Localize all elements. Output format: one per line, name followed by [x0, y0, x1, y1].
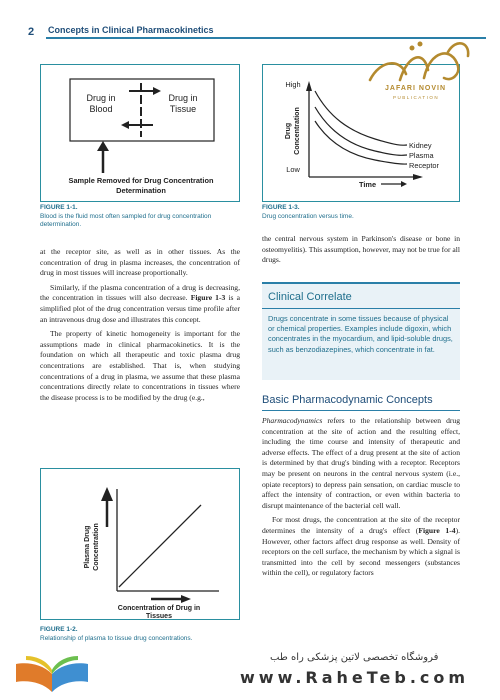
fig12-xlabel-1: Concentration of Drug in	[117, 605, 201, 612]
figure-1-3-ref: Figure 1-3	[190, 293, 226, 303]
fig11-right-label-1: Drug in	[168, 93, 198, 103]
open-book-icon	[12, 652, 92, 696]
fig12-ylabel-1: Plasma Drug	[84, 525, 91, 569]
figure-1-2-label: FIGURE 1-2.	[40, 626, 78, 633]
pd-p2-b: ). However, other factors affect drug response as well. Density of receptors on the cell surface, the mechanism by which a signal is transmitted into the cell by second messengers (substances within the cell), or regulatory factors	[262, 525, 460, 578]
figure-1-1-caption-text: Blood is the fluid most often sampled for drug concentration determination.	[40, 212, 212, 228]
figure-1-3-caption-text: Drug concentration versus time.	[262, 212, 354, 220]
fig11-right-label-2: Tissue	[169, 104, 197, 114]
figure-1-3-label: FIGURE 1-3.	[262, 204, 300, 211]
fig13-y-high: High	[285, 80, 301, 89]
right-column-top-text	[262, 234, 460, 270]
fig11-left-label-1: Drug in	[86, 93, 116, 103]
footer-store-name: فروشگاه تخصصی لاتین پزشکی راه طب	[270, 652, 439, 663]
left-paragraph-1: at the receptor site, as well as in other tissues. As the concentration of drug in plasma increases, the concentration of drug in most tissues will increase proportionally.	[40, 247, 240, 278]
left-p2-a: Similarly, if the plasma concentration of a drug is decreasing, the concentration in tissues will also decrease.	[40, 282, 240, 303]
clinical-correlate-box	[262, 282, 460, 380]
figure-1-1-diagram	[41, 65, 239, 201]
pd-p1-text: refers to the relationship between drug concentration at the site of action and the resulting effect, including the time course and intensity of therapeutic and adverse effects. The effect of a drug present at the site of action is determined by that drug's binding with a receptor. Receptors may be present on neurons in the central nervous system (i.e., opiate receptors) to depress pain sensation, on cardiac muscle to affect the intensity of contraction, or even within bacteria to disrupt maintenance of the bacterial cell wall.	[262, 416, 460, 510]
figure-1-2-caption-text: Relationship of plasma to tissue drug concentrations.	[40, 634, 193, 642]
left-paragraph-2	[40, 283, 240, 325]
fig12-xlabel-2: Tissues	[146, 613, 172, 619]
figure-1-2	[40, 468, 240, 620]
fig11-sample-label-2: Determination	[116, 186, 166, 195]
fig13-series-label-plasma: Plasma	[409, 151, 434, 160]
figure-1-2-caption	[40, 626, 240, 643]
fig13-series-plasma	[315, 107, 407, 155]
figure-1-3-caption	[262, 204, 460, 221]
pd-term: Pharmacodynamics	[262, 416, 323, 425]
figure-1-1	[40, 64, 240, 202]
running-title: Concepts in Clinical Pharmacokinetics	[48, 25, 214, 35]
fig13-ylabel-1: Drug	[285, 122, 292, 140]
clinical-correlate-rule	[262, 308, 460, 309]
pd-p2-a: For most drugs, the concentration at the site of the receptor determines the intensity of a drug's effect (	[262, 515, 460, 535]
fig13-ylabel-2: Concentration	[294, 107, 301, 155]
fig12-ylabel-2: Concentration	[93, 523, 100, 571]
figure-1-4-ref: Figure 1-4	[418, 525, 456, 535]
right-paragraph-1: the central nervous system in Parkinson's disease or bone in osteomyelitis). This assumption, however, may not be true for all drugs.	[262, 234, 460, 265]
pharmacodynamics-text	[262, 416, 460, 583]
left-paragraph-3: The property of kinetic homogeneity is important for the assumptions made in clinical pharmacokinetics. It is the foundation on which all therapeutic and toxic plasma drug concentrations are established. That is, when studying concentrations of a drug in plasma, we assume that these plasma concentrations directly relate to concentrations in tissues where the disease process is to be modified by the drug (e.g.,	[40, 329, 240, 402]
figure-1-1-label: FIGURE 1-1.	[40, 204, 78, 211]
fig11-sample-label-1: Sample Removed for Drug Concentration	[68, 176, 214, 185]
fig13-y-low: Low	[286, 165, 300, 174]
clinical-correlate-body: Drugs concentrate in some tissues because of physical or chemical properties. Examples include digoxin, which concentrates in the myocardium, and lipid-soluble drugs, such as benzodiazepines, which concentrate in fat.	[268, 314, 453, 354]
section-heading: Basic Pharmacodynamic Concepts	[262, 394, 433, 406]
fig13-series-label-kidney: Kidney	[409, 141, 432, 150]
figure-1-1-caption	[40, 204, 240, 230]
publisher-name: JAFARI NOVIN	[385, 85, 447, 92]
fig13-xlabel: Time	[359, 180, 377, 189]
left-column-text	[40, 247, 240, 407]
figure-1-2-chart	[41, 469, 239, 619]
clinical-correlate-title: Clinical Correlate	[268, 291, 352, 303]
publisher-sub: PUBLICATION	[393, 95, 440, 100]
footer-url: www.RaheTeb.com	[240, 668, 470, 687]
pd-paragraph-2	[262, 515, 460, 579]
pd-paragraph-1	[262, 416, 460, 511]
fig11-left-label-2: Blood	[89, 104, 113, 114]
section-rule	[262, 410, 460, 411]
fig13-series-receptor	[315, 121, 407, 164]
page-number: 2	[28, 26, 35, 38]
fig13-series-label-receptor: Receptor	[409, 161, 439, 170]
left-p2-b: is a simplified plot of the drug concentration versus time profile after an intravenous drug dose and illustrates this concept.	[40, 293, 240, 324]
